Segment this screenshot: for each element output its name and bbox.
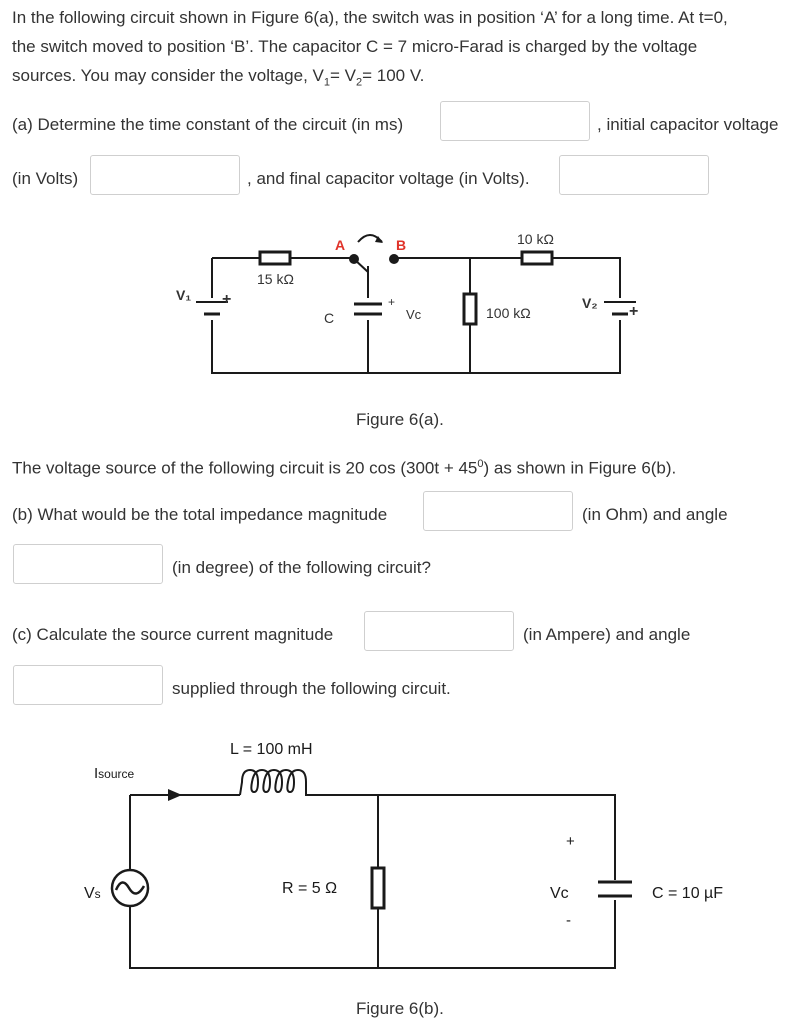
v1-subscript: 1 [323,76,330,89]
part-a-text-2: , initial capacitor voltage [597,115,779,134]
intro-line-3-suffix: = 100 V. [362,66,425,85]
capacitor [598,882,632,896]
v2-plus: + [629,303,639,320]
figure-6b-circuit [70,730,750,990]
intro-line-1: In the following circuit shown in Figure 6(a), the switch was in position ‘A’ for a long time. At t=0, [12,8,728,27]
part-c-text-3: supplied through the following circuit. [172,679,451,698]
intro-line-3 [12,61,802,97]
part-a-text-4: , and final capacitor voltage (in Volts). [247,169,530,188]
inductor-label: L = 100 mH [230,741,313,758]
capacitor-label: C = 10 µF [652,885,724,902]
vc-label: Vc [406,307,422,322]
intro-eq: = V [329,66,356,85]
vs-main: V [84,885,95,902]
time-constant-input[interactable] [440,101,590,141]
resistor-100k [464,294,476,324]
r3-label: 100 kΩ [486,305,531,321]
part-b-text-2: (in Ohm) and angle [582,505,728,524]
current-arrow [168,789,182,801]
vs-sub: s [94,887,101,901]
v1-plus: + [222,291,232,308]
switch-label-b: B [396,237,407,253]
part-b-text-1: (b) What would be the total impedance magnitude [12,505,388,524]
resistor-r [372,868,384,908]
v1-label: V₁ [176,287,192,303]
part-a-text-1: (a) Determine the time constant of the circuit (in ms) [12,115,404,134]
initial-voltage-input[interactable] [90,155,240,195]
source-line [12,450,676,483]
final-voltage-input[interactable] [559,155,709,195]
degree-superscript: 0 [477,458,484,470]
current-angle-input[interactable] [13,665,163,705]
part-b-text-3: (in degree) of the following circuit? [172,558,431,577]
cap-label: C [324,310,335,326]
part-a-text-3: (in Volts) [12,169,79,188]
impedance-magnitude-input[interactable] [423,491,573,531]
isource-main: I [94,765,99,782]
resistor-label: R = 5 Ω [282,880,338,897]
vs-label [84,885,101,902]
isource-label [94,765,135,782]
source-line-suffix: ) as shown in Figure 6(b). [483,458,677,478]
resistor-15k [260,252,290,264]
vc-plus: + [566,833,575,850]
r2-label: 10 kΩ [517,231,554,247]
part-c-text-1: (c) Calculate the source current magnitude [12,625,334,644]
isource-sub: source [98,767,135,781]
current-magnitude-input[interactable] [364,611,514,651]
v2-subscript: 2 [355,76,363,89]
intro-line-2: the switch moved to position ‘B’. The capacitor C = 7 micro-Farad is charged by the voltage [12,37,698,56]
part-c-text-2: (in Ampere) and angle [523,625,691,644]
source-line-prefix: The voltage source of the following circuit is 20 cos (300t + 45 [12,458,478,478]
resistor-10k [522,252,552,264]
switch-terminal-b [389,254,399,264]
vc-label-b: Vc [550,885,569,902]
cap-plus: + [388,295,396,309]
r1-label: 15 kΩ [257,271,294,287]
switch-label-a: A [335,237,346,253]
intro-paragraph [12,3,802,97]
intro-line-3-prefix: sources. You may consider the voltage, V [12,66,324,85]
figure-6b-caption: Figure 6(b). [356,999,444,1018]
figure-6a-caption: Figure 6(a). [356,410,444,429]
figure-6a-circuit [150,220,670,390]
inductor [240,770,320,795]
impedance-angle-input[interactable] [13,544,163,584]
v2-label: V₂ [582,295,598,311]
vc-minus: - [566,912,571,929]
